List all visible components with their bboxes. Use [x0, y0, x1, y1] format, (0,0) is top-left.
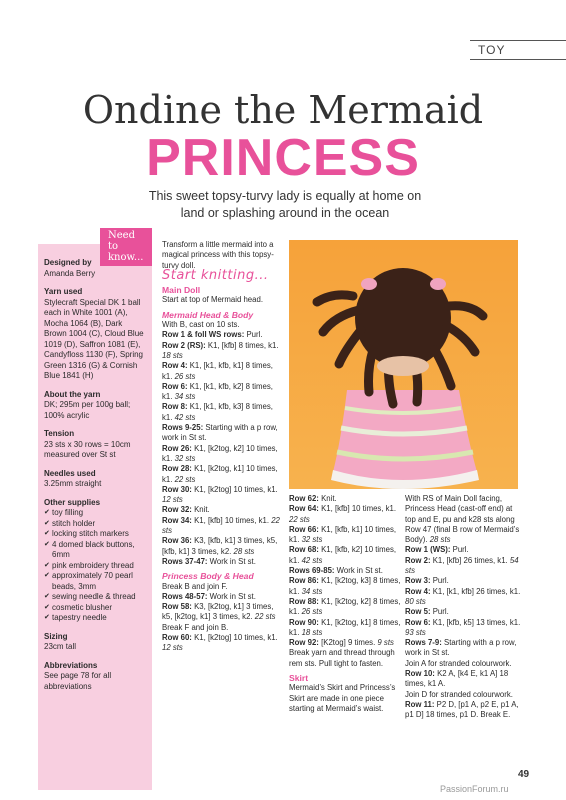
intro-text: Transform a little mermaid into a magical princess with this topsy-turvy doll. [162, 240, 274, 270]
title-line-1: Ondine the Mermaid [82, 88, 484, 132]
row-label: Row 11: [405, 699, 435, 709]
row-sts: 42 sts [172, 412, 196, 422]
row-label: Row 88: [289, 596, 319, 606]
skirt-intro [405, 494, 523, 545]
mermaid-head-heading: Mermaid Head & Body [162, 309, 254, 320]
row-64 [289, 504, 401, 525]
row-label: Row 32: [162, 505, 192, 515]
row-text: Knit. [191, 505, 210, 515]
row-34 [162, 516, 282, 537]
row-label: Row 60: [162, 632, 192, 642]
row-text: Starting with a p row, work in St st. [162, 423, 278, 443]
row-sts: 12 sts [162, 495, 183, 505]
row-sts: 93 sts [405, 627, 426, 637]
row-sts: 9 sts [375, 638, 394, 648]
column-2 [289, 494, 401, 714]
supply-item: ✔ cosmetic blusher [44, 603, 146, 614]
row-text: Work in St st. [207, 556, 256, 566]
row-88 [289, 597, 401, 618]
row-label: Row 62: [289, 494, 319, 503]
row-label: Row 1 & foll WS rows: [162, 330, 245, 340]
row-label: Rows 37-47: [162, 556, 208, 566]
row-text: Knit. [318, 494, 337, 503]
row-text: P2 D, [p1 A, p2 E, p1 A, p1 D] 18 times, p1 D. Break E. [405, 699, 519, 720]
doll-photo [289, 240, 518, 489]
row-sts: 26 sts [299, 607, 323, 617]
row-58 [162, 602, 282, 623]
row-label: Row 58: [162, 602, 192, 612]
supplies-block [44, 498, 146, 624]
row-sts: 28 sts [427, 535, 451, 545]
abbreviations-block [44, 661, 146, 693]
intro-text: With RS of Main Doll facing, Princess Head (cast-off end) at top and E, pu and k28 sts along Row 47 (final B row of Mermaid’s Body). [405, 494, 520, 545]
row-label: Rows 7-9: [405, 638, 442, 648]
row-text: K1, [kfb, k1] 10 times, k1. [289, 524, 397, 545]
row-text: K1, [k2tog, k1] 8 times, k1. [289, 617, 401, 637]
row-text: K1, [k1, kfb, k2] 8 times, k1. [162, 381, 273, 402]
row-sts: 12 sts [162, 643, 183, 653]
row-label: Row 64: [289, 504, 319, 514]
supplies-heading: Other supplies [44, 497, 101, 507]
row-8 [162, 402, 282, 423]
row-text: K1, [kfb] 10 times, k1. [318, 504, 397, 514]
row-text: K1, [k2tog, k2] 8 times, k1. [289, 596, 401, 617]
abbreviations-heading: Abbreviations [44, 660, 98, 670]
row-label: Row 1 (WS): [405, 545, 451, 555]
row-label: Row 5: [405, 607, 431, 617]
row-text: Purl. [244, 330, 263, 340]
row-text: K1, [kfb] 10 times, k1. [191, 515, 270, 525]
designer-value: Amanda Berry [44, 268, 96, 278]
watermark: PassionForum.ru [440, 784, 509, 794]
title-line-2: PRINCESS [146, 129, 420, 187]
main-doll-text: Start at top of Mermaid head. [162, 295, 263, 305]
row-sts: 34 sts [172, 392, 196, 402]
row-label: Row 2 (RS): [162, 340, 206, 350]
row-text: Work in St st. [334, 566, 383, 576]
row-68 [289, 545, 401, 566]
row-text: Purl. [430, 576, 449, 586]
row-sts: 18 sts [299, 627, 323, 637]
skirt-row-2 [405, 556, 523, 577]
row-label: Row 6: [162, 381, 188, 391]
row-text: K1, [kfb, k5] 13 times, k1. [430, 617, 521, 627]
row-sts: 32 sts [299, 535, 323, 545]
column-1 [162, 240, 282, 654]
mermaid-cast-on: With B, cast on 10 sts. [162, 320, 240, 330]
join-a: Join A for stranded colourwork. [405, 658, 512, 668]
supply-item: ✔ tapestry needle [44, 613, 146, 624]
skirt-row-11 [405, 700, 523, 721]
needles-block [44, 469, 146, 490]
row-text: K1, [kfb] 8 times, k1. [205, 340, 279, 350]
abbreviations-value: See page 78 for all abbreviations [44, 671, 112, 691]
need-to-know-badge: Need to know... [100, 228, 152, 266]
skirt-heading: Skirt [289, 673, 309, 684]
row-label: Rows 9-25: [162, 423, 204, 433]
doll-illustration [289, 240, 518, 489]
row-sts: 22 sts [289, 514, 310, 524]
row-label: Row 34: [162, 515, 192, 525]
row-text: K1, [k1, kfb, k1] 8 times, k1. [162, 361, 273, 381]
row-label: Row 28: [162, 464, 192, 474]
row-text: K1, [k2tog, k1] 10 times, k1. [162, 464, 278, 484]
row-26 [162, 444, 282, 465]
need-to-know-sidebar [38, 244, 152, 790]
standfirst [120, 188, 450, 222]
row-label: Row 8: [162, 402, 188, 412]
row-text: K1, [k2tog, k2] 10 times, k1. [162, 443, 278, 463]
rows-37-47 [162, 557, 282, 567]
column-3 [405, 494, 523, 721]
row-label: Row 4: [405, 586, 431, 596]
row-sts: 34 sts [299, 586, 323, 596]
row-text: K1, [k1, kfb] 26 times, k1. [430, 586, 521, 596]
skirt-rows-7-9 [405, 638, 523, 659]
yarn-heading: Yarn used [44, 287, 83, 296]
row-text: K1, [k1, kfb, k3] 8 times, k1. [162, 402, 273, 422]
row-label: Row 66: [289, 524, 319, 534]
skirt-row-6 [405, 618, 523, 639]
skirt-row-5 [405, 607, 523, 617]
row-sts: 22 sts [172, 474, 196, 484]
row-text: K3, [kfb, k1] 3 times, k5, [kfb, k1] 3 times, k2. [162, 536, 278, 556]
yarn-block [44, 287, 146, 382]
yarn-value: Stylecraft Special DK 1 ball each in White 1001 (A), Mocha 1064 (B), Dark Brown 1004 (C), Cloud Blue 1019 (D), Saffron 1081 (E), Candyfloss 1130 (F), Spring Green 1316 (G) & Cornish Blue 1841 (H) [44, 297, 144, 380]
supply-item: ✔ approximately 70 pearl beads, 3mm [44, 571, 146, 592]
main-doll-heading: Main Doll [162, 285, 201, 296]
row-28 [162, 464, 282, 485]
join-d: Join D for stranded colourwork. [405, 689, 513, 699]
row-4 [162, 361, 282, 382]
princess-break-f: Break F and join B. [162, 622, 229, 632]
row-66 [289, 525, 401, 546]
row-text: [K2tog] 9 times. [318, 638, 376, 648]
row-sts: 80 sts [405, 596, 426, 606]
row-sts: 22 sts [252, 612, 276, 622]
supply-item: ✔ 4 domed black buttons, 6mm [44, 540, 146, 561]
princess-body-heading: Princess Body & Head [162, 571, 254, 582]
sizing-block [44, 632, 146, 653]
start-knitting-heading: Start knitting... [162, 267, 269, 283]
row-label: Row 6: [405, 617, 431, 627]
rows-9-25 [162, 423, 282, 444]
row-text: K1, [kfb, k2] 10 times, k1. [289, 545, 397, 565]
row-label: Rows 69-85: [289, 566, 335, 576]
supplies-list [44, 508, 146, 624]
princess-break-b: Break B and join F. [162, 581, 228, 591]
page-number: 49 [518, 769, 530, 780]
row-92 [289, 638, 401, 648]
skirt-row-4 [405, 587, 523, 608]
about-yarn-block [44, 390, 146, 422]
row-36 [162, 536, 282, 557]
row-62 [289, 494, 401, 504]
row-92-after: Break yarn and thread through rem sts. Pull tight to fasten. [289, 648, 395, 668]
supply-item: ✔ stitch holder [44, 519, 146, 530]
row-label: Row 90: [289, 617, 319, 627]
supply-item: ✔ toy filling [44, 508, 146, 519]
row-label: Row 3: [405, 576, 431, 586]
row-label: Row 36: [162, 536, 192, 546]
designer-heading: Designed by [44, 258, 92, 267]
row-sts: 26 sts [172, 371, 196, 381]
row-label: Row 10: [405, 669, 435, 679]
row-1 [162, 330, 282, 340]
tension-heading: Tension [44, 429, 75, 438]
needles-value: 3.25mm straight [44, 479, 102, 488]
needles-heading: Needles used [44, 468, 96, 478]
row-6 [162, 382, 282, 403]
row-text: K1, [kfb] 26 times, k1. [430, 555, 508, 565]
rows-48-57 [162, 592, 282, 602]
supply-item: ✔ pink embroidery thread [44, 561, 146, 572]
row-label: Rows 48-57: [162, 591, 208, 601]
skirt-text: Mermaid’s Skirt and Princess’s Skirt are made in one piece starting at Mermaid’s waist. [289, 683, 396, 713]
row-label: Row 86: [289, 576, 319, 586]
row-text: K1, [k2tog, k3] 8 times, k1. [289, 576, 401, 596]
standfirst-line-2: land or splashing around in the ocean [180, 206, 390, 220]
row-text: Purl. [430, 607, 449, 617]
tension-block [44, 429, 146, 461]
skirt-row-3 [405, 576, 523, 586]
skirt-row-10 [405, 669, 523, 690]
row-label: Row 2: [405, 555, 431, 565]
row-60 [162, 633, 282, 654]
row-text: Purl. [450, 545, 469, 555]
row-sts: 42 sts [299, 555, 323, 565]
row-sts: 28 sts [231, 546, 255, 556]
row-86 [289, 576, 401, 597]
row-sts: 22 sts [162, 515, 280, 536]
row-text: Work in St st. [207, 591, 256, 601]
row-label: Row 68: [289, 545, 319, 555]
rows-69-85 [289, 566, 401, 576]
sizing-value: 23cm tall [44, 642, 77, 651]
row-90 [289, 618, 401, 639]
row-2 [162, 341, 282, 362]
row-text: K1, [k2tog] 10 times, k1. [191, 632, 278, 642]
row-label: Row 26: [162, 443, 192, 453]
row-text: K3, [k2tog, k1] 3 times, k5, [k2tog, k1] 3 times, k2. [162, 602, 274, 622]
row-sts: 32 sts [172, 453, 196, 463]
tension-value: 23 sts x 30 rows = 10cm measured over St st [44, 439, 131, 459]
row-32 [162, 505, 282, 515]
row-30 [162, 485, 282, 506]
standfirst-line-1: This sweet topsy-turvy lady is equally at home on [148, 189, 422, 203]
about-yarn-value: DK; 295m per 100g ball; 100% acrylic [44, 400, 131, 420]
skirt-row-1 [405, 545, 523, 555]
row-label: Row 4: [162, 361, 188, 371]
row-text: Starting with a p row, work in St st. [405, 638, 517, 658]
row-label: Row 92: [289, 638, 319, 648]
row-label: Row 30: [162, 484, 192, 494]
supply-item: ✔ sewing needle & thread [44, 592, 146, 603]
row-text: K2 A, [k4 E, k1 A] 18 times, k1 A. [405, 669, 509, 689]
section-tag: TOY [470, 40, 566, 60]
about-yarn-heading: About the yarn [44, 389, 101, 399]
row-sts: 54 sts [405, 555, 519, 576]
row-text: K1, [k2tog] 10 times, k1. [191, 484, 278, 494]
supply-item: ✔ locking stitch markers [44, 529, 146, 540]
sizing-heading: Sizing [44, 631, 68, 641]
row-sts: 18 sts [162, 350, 183, 360]
